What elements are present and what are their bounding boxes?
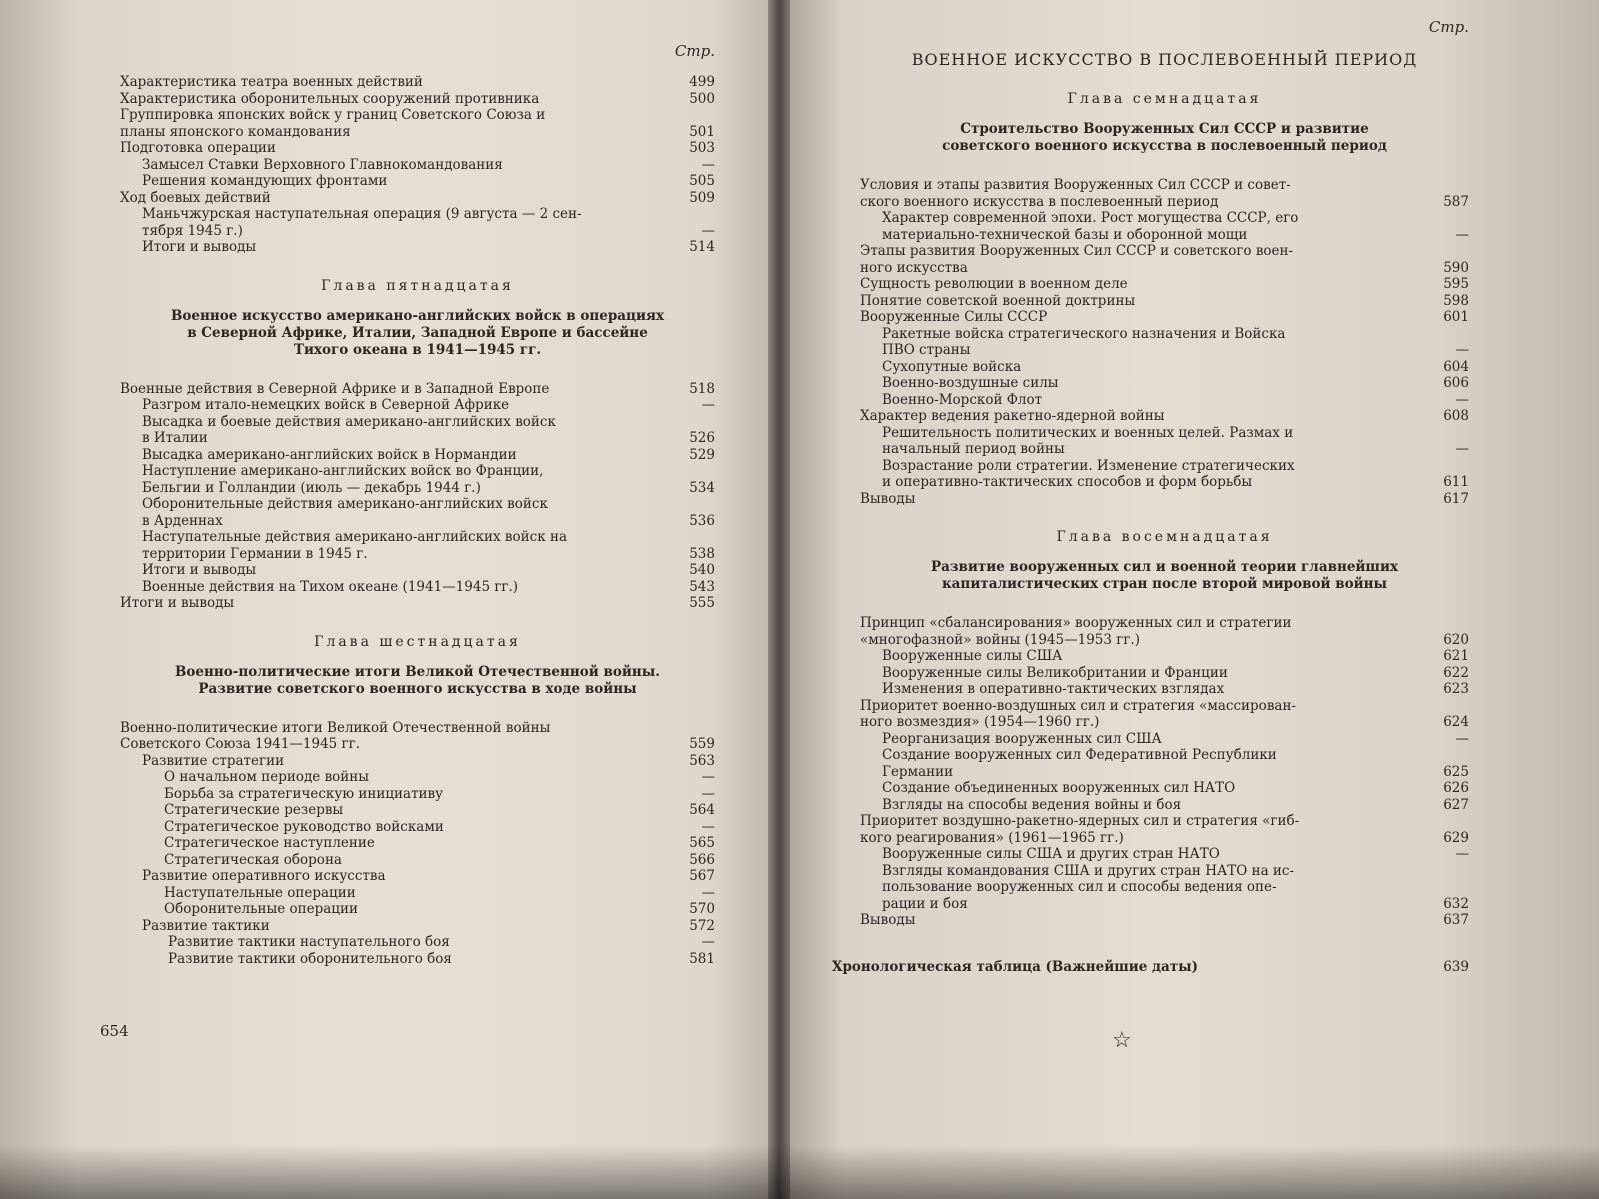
toc-entry-page: 563	[689, 752, 715, 769]
toc-entry	[120, 918, 715, 935]
toc-entry-page: 509	[689, 189, 715, 206]
toc-entry	[860, 425, 1469, 458]
toc-entry-title: Вооруженные Силы СССР	[860, 309, 1048, 325]
toc-entry-page: 501	[689, 123, 715, 140]
toc-entry	[860, 863, 1469, 913]
toc-entry-title: Военные действия на Тихом океане (1941—1945 гг.)	[142, 578, 519, 595]
toc-entry	[120, 934, 715, 951]
toc-entry-page: 637	[1443, 912, 1469, 928]
toc-entry-title: Оборонительные операции	[164, 901, 358, 917]
toc-entry	[860, 408, 1469, 425]
toc-entry	[120, 868, 715, 885]
toc-entry-page: 518	[689, 380, 715, 397]
chapter-heading: Глава пятнадцатая	[321, 277, 514, 294]
toc-entry-title: Стратегическое руководство войсками	[164, 818, 444, 835]
toc-entry-title: Наступательные действия американо-английских войск на территории Германии в 1945 г.	[142, 529, 567, 562]
toc-entry-page: —	[701, 769, 715, 785]
toc-entry-title: Итоги и выводы	[142, 562, 257, 578]
toc-entry-title: Развитие стратегии	[142, 752, 285, 769]
toc-entry-title: Стратегическое наступление	[164, 835, 375, 851]
toc-entry-page: 617	[1443, 490, 1469, 507]
toc-entry	[120, 753, 715, 770]
toc-list	[120, 74, 715, 256]
toc-entry-page: 505	[689, 173, 715, 189]
toc-entry-page: —	[1455, 846, 1469, 862]
toc-entry-page: 606	[1443, 375, 1469, 391]
star-ornament-icon: ☆	[1112, 1028, 1132, 1053]
toc-entry-title: Характеристика оборонительных сооружений противника	[120, 90, 540, 107]
toc-entry-page: 629	[1443, 829, 1469, 846]
toc-entry-page: —	[1455, 391, 1469, 408]
chapter-heading: Глава восемнадцатая	[1056, 529, 1273, 545]
left-page	[0, 0, 785, 1199]
toc-entry	[120, 190, 715, 207]
toc-entry	[860, 846, 1469, 863]
toc-entry-page: 500	[689, 90, 715, 107]
toc-list	[860, 177, 1469, 507]
toc-entry-title: Характер ведения ракетно-ядерной войны	[860, 408, 1165, 424]
toc-entry-title: Ракетные войска стратегического назначения и Войска ПВО страны	[882, 325, 1286, 358]
toc-entry-page: 601	[1443, 309, 1469, 325]
toc-entry-title: Военно-воздушные силы	[882, 375, 1059, 391]
toc-entry-page: —	[701, 222, 715, 239]
toc-entry-page: 538	[689, 545, 715, 562]
toc-entry	[860, 747, 1469, 780]
toc-entry-title: Этапы развития Вооруженных Сил СССР и советского воен- ного искусства	[860, 243, 1294, 276]
toc-entry-page: —	[1455, 226, 1469, 243]
toc-entry-page: 514	[689, 239, 715, 255]
toc-entry-title: Замысел Ставки Верховного Главнокомандования	[142, 156, 503, 173]
toc-entry-title: Характер современной эпохи. Рост могущества СССР, его материально-технической базы и оборонной мощи	[882, 210, 1299, 243]
chapter-title: Военно-политические итоги Великой Отечественной войны. Развитие советского военного искусства в ходе войны	[174, 663, 660, 697]
toc-entry	[860, 458, 1469, 491]
toc-entry	[860, 392, 1469, 409]
toc-entry-title: Выводы	[860, 912, 916, 928]
toc-entry	[860, 243, 1469, 276]
toc-entry-page: 620	[1443, 631, 1469, 648]
toc-entry	[120, 74, 715, 91]
toc-entry-title: Реорганизация вооруженных сил США	[882, 730, 1162, 747]
toc-entry	[120, 579, 715, 596]
right-page	[785, 0, 1599, 1199]
chronology-page: 639	[1443, 958, 1469, 975]
toc-entry-title: Принцип «сбалансирования» вооруженных сил и стратегии «многофазной» войны (1945—1953 гг.)	[860, 615, 1292, 648]
chapter-title: Строительство Вооруженных Сил СССР и развитие советского военного искусства в послевоенный период	[942, 121, 1387, 154]
toc-list	[120, 720, 715, 968]
toc-entry	[120, 239, 715, 256]
toc-entry	[120, 562, 715, 579]
toc-entry-page: 540	[689, 562, 715, 578]
toc-entry-title: Взгляды командования США и других стран НАТО на ис- пользование вооруженных сил и способы ведения опе- рации и боя	[882, 862, 1295, 912]
toc-entry	[120, 157, 715, 174]
toc-entry	[120, 529, 715, 562]
toc-entry-page: 598	[1443, 292, 1469, 309]
toc-entry-page: 570	[689, 901, 715, 917]
toc-entry-page: 565	[689, 835, 715, 851]
toc-entry-title: Характеристика театра военных действий	[120, 74, 423, 90]
page-column-label: Стр.	[674, 42, 715, 60]
toc-entry-page: 622	[1443, 664, 1469, 681]
toc-entry-title: Военно-Морской Флот	[882, 391, 1043, 408]
toc-entry-page: 529	[689, 446, 715, 463]
toc-entry	[120, 447, 715, 464]
toc-entry	[120, 381, 715, 398]
toc-entry	[120, 786, 715, 803]
toc-entry	[120, 206, 715, 239]
toc-entry	[120, 951, 715, 968]
chapter-heading: Глава шестнадцатая	[314, 633, 521, 650]
toc-entry	[860, 309, 1469, 326]
toc-entry-page: 624	[1443, 714, 1469, 730]
toc-entry-page: 611	[1443, 474, 1469, 490]
toc-entry-page: 499	[689, 74, 715, 90]
toc-entry-title: Разгром итало-немецких войск в Северной Африке	[142, 397, 510, 413]
toc-entry-page: 632	[1443, 895, 1469, 912]
toc-entry-page: —	[701, 934, 715, 950]
toc-entry-page: 566	[689, 851, 715, 868]
toc-entry-title: Итоги и выводы	[142, 239, 257, 255]
toc-entry-title: Приоритет воздушно-ракетно-ядерных сил и стратегия «гиб- кого реагирования» (1961—1965 гг.)	[860, 813, 1300, 846]
toc-entry-title: Вооруженные силы США и других стран НАТО	[882, 846, 1220, 862]
toc-entry-title: Создание объединенных вооруженных сил НАТО	[882, 780, 1236, 796]
toc-entry-page: —	[701, 818, 715, 835]
toc-entry	[860, 912, 1469, 929]
toc-entry	[120, 397, 715, 414]
toc-entry-page: 625	[1443, 763, 1469, 780]
toc-entry-title: Оборонительные действия американо-английских войск в Арденнах	[142, 496, 548, 529]
chronology-text: Хронологическая таблица (Важнейшие даты)	[832, 958, 1199, 975]
toc-entry	[860, 375, 1469, 392]
chronology-entry	[832, 959, 1469, 975]
toc-entry-page: 555	[689, 595, 715, 611]
toc-entry	[860, 177, 1469, 210]
toc-entry	[120, 463, 715, 496]
toc-entry	[860, 665, 1469, 682]
toc-entry-page: —	[701, 884, 715, 901]
toc-entry	[120, 835, 715, 852]
toc-entry	[860, 797, 1469, 814]
toc-entry-title: Условия и этапы развития Вооруженных Сил СССР и совет- ского военного искусства в послевоенный период	[860, 177, 1291, 210]
toc-entry	[120, 173, 715, 190]
toc-list	[120, 381, 715, 612]
right-toc	[860, 91, 1469, 929]
toc-entry	[120, 720, 715, 753]
toc-entry-page: 587	[1443, 193, 1469, 210]
toc-entry-title: Выводы	[860, 490, 916, 507]
toc-entry-page: —	[701, 785, 715, 802]
toc-entry	[120, 595, 715, 612]
toc-entry-page: —	[701, 397, 715, 413]
toc-entry-title: О начальном периоде войны	[164, 769, 370, 785]
toc-entry-page: —	[1455, 441, 1469, 457]
toc-entry-title: Итоги и выводы	[120, 595, 235, 611]
toc-entry	[860, 731, 1469, 748]
toc-entry-page: 623	[1443, 681, 1469, 697]
toc-entry	[120, 107, 715, 140]
toc-entry-page: 567	[689, 868, 715, 884]
toc-entry-title: Возрастание роли стратегии. Изменение стратегических и оперативно-тактических способов и форм борьбы	[882, 457, 1295, 490]
toc-entry-title: Сухопутные войска	[882, 358, 1022, 375]
toc-entry-page: 626	[1443, 780, 1469, 796]
toc-entry-title: Маньчжурская наступательная операция (9 августа — 2 сен- тября 1945 г.)	[142, 206, 582, 239]
page-column-label: Стр.	[1428, 18, 1469, 36]
toc-entry-page: 572	[689, 917, 715, 934]
toc-entry-title: Ход боевых действий	[120, 189, 271, 206]
toc-entry-title: Решения командующих фронтами	[142, 173, 388, 189]
toc-entry-title: Подготовка операции	[120, 140, 276, 156]
chapter-heading: Глава семнадцатая	[1067, 91, 1262, 107]
chapter-title: Военное искусство американо-английских войск в операциях в Северной Африке, Италии, Западной Европе и бассейне Тихого океана в 1941—1945 гг.	[170, 307, 665, 358]
chapter-title: Развитие вооруженных сил и военной теории главнейших капиталистических стран после второй мировой войны	[930, 559, 1399, 592]
toc-entry-title: Развитие тактики наступательного боя	[168, 934, 450, 950]
toc-entry-title: Высадка американо-английских войск в Нормандии	[142, 446, 517, 463]
toc-entry-title: Вооруженные силы Великобритании и Франции	[882, 664, 1228, 681]
page-number: 654	[100, 1022, 129, 1040]
toc-entry-page: 621	[1443, 648, 1469, 664]
toc-entry-title: Решительность политических и военных целей. Размах и начальный период войны	[882, 424, 1294, 457]
toc-entry	[860, 491, 1469, 508]
toc-entry	[860, 813, 1469, 846]
toc-entry-title: Стратегическая оборона	[164, 851, 342, 868]
toc-entry	[120, 496, 715, 529]
toc-entry	[120, 885, 715, 902]
toc-entry-title: Сущность революции в военном деле	[860, 276, 1128, 292]
toc-entry-title: Понятие советской военной доктрины	[860, 292, 1136, 309]
toc-entry-title: Вооруженные силы США	[882, 648, 1063, 664]
toc-entry-page: 564	[689, 802, 715, 818]
toc-entry	[120, 91, 715, 108]
toc-entry	[120, 769, 715, 786]
book-gutter	[768, 0, 790, 1199]
toc-entry-title: Высадка и боевые действия американо-английских войск в Италии	[142, 413, 556, 446]
toc-entry-page: 543	[689, 578, 715, 595]
toc-entry-title: Развитие тактики	[142, 917, 270, 934]
toc-entry-page: 608	[1443, 408, 1469, 424]
toc-entry-title: Наступление американо-английских войск во Франции, Бельгии и Голландии (июль — декабрь 1944 г.)	[142, 463, 544, 496]
toc-entry-page: 559	[689, 736, 715, 752]
toc-entry	[120, 852, 715, 869]
toc-entry-title: Группировка японских войск у границ Советского Союза и планы японского командования	[120, 107, 546, 140]
toc-entry-title: Военно-политические итоги Великой Отечественной войны Советского Союза 1941—1945 гг.	[120, 719, 551, 752]
toc-entry-page: —	[1455, 342, 1469, 358]
toc-entry-title: Развитие тактики оборонительного боя	[168, 950, 452, 967]
toc-entry	[860, 359, 1469, 376]
toc-entry-page: 534	[689, 479, 715, 496]
toc-entry	[120, 819, 715, 836]
part-title: ВОЕННОЕ ИСКУССТВО В ПОСЛЕВОЕННЫЙ ПЕРИОД	[911, 50, 1418, 69]
toc-entry-page: 526	[689, 430, 715, 446]
toc-entry-page: —	[701, 156, 715, 173]
toc-entry-page: —	[1455, 730, 1469, 747]
toc-entry-page: 604	[1443, 358, 1469, 375]
toc-entry-page: 627	[1443, 796, 1469, 813]
toc-entry-title: Стратегические резервы	[164, 802, 344, 818]
toc-list	[860, 615, 1469, 929]
toc-entry	[860, 210, 1469, 243]
toc-entry-page: 590	[1443, 259, 1469, 276]
toc-entry-title: Военные действия в Северной Африке и в Западной Европе	[120, 380, 550, 397]
toc-entry-title: Изменения в оперативно-тактических взглядах	[882, 681, 1225, 697]
toc-entry-title: Борьба за стратегическую инициативу	[164, 785, 444, 802]
toc-entry	[860, 681, 1469, 698]
toc-entry	[860, 780, 1469, 797]
toc-entry-page: 503	[689, 140, 715, 156]
toc-entry-page: 595	[1443, 276, 1469, 292]
toc-entry	[860, 276, 1469, 293]
toc-entry	[120, 901, 715, 918]
toc-entry-title: Наступательные операции	[164, 884, 356, 901]
shadow-edge	[0, 1145, 1599, 1199]
toc-entry	[120, 140, 715, 157]
toc-entry-page: 536	[689, 512, 715, 529]
toc-entry	[860, 326, 1469, 359]
toc-entry	[120, 414, 715, 447]
toc-entry	[860, 293, 1469, 310]
toc-entry	[860, 648, 1469, 665]
toc-entry-title: Приоритет военно-воздушных сил и стратегия «массирован- ного возмездия» (1954—1960 гг.)	[860, 697, 1297, 730]
toc-entry-title: Взгляды на способы ведения войны и боя	[882, 796, 1182, 813]
toc-entry-page: 581	[689, 950, 715, 967]
toc-entry	[860, 698, 1469, 731]
toc-entry-title: Создание вооруженных сил Федеративной Республики Германии	[882, 747, 1277, 780]
toc-entry	[860, 615, 1469, 648]
left-toc	[120, 74, 715, 967]
toc-entry	[120, 802, 715, 819]
toc-entry-title: Развитие оперативного искусства	[142, 868, 386, 884]
